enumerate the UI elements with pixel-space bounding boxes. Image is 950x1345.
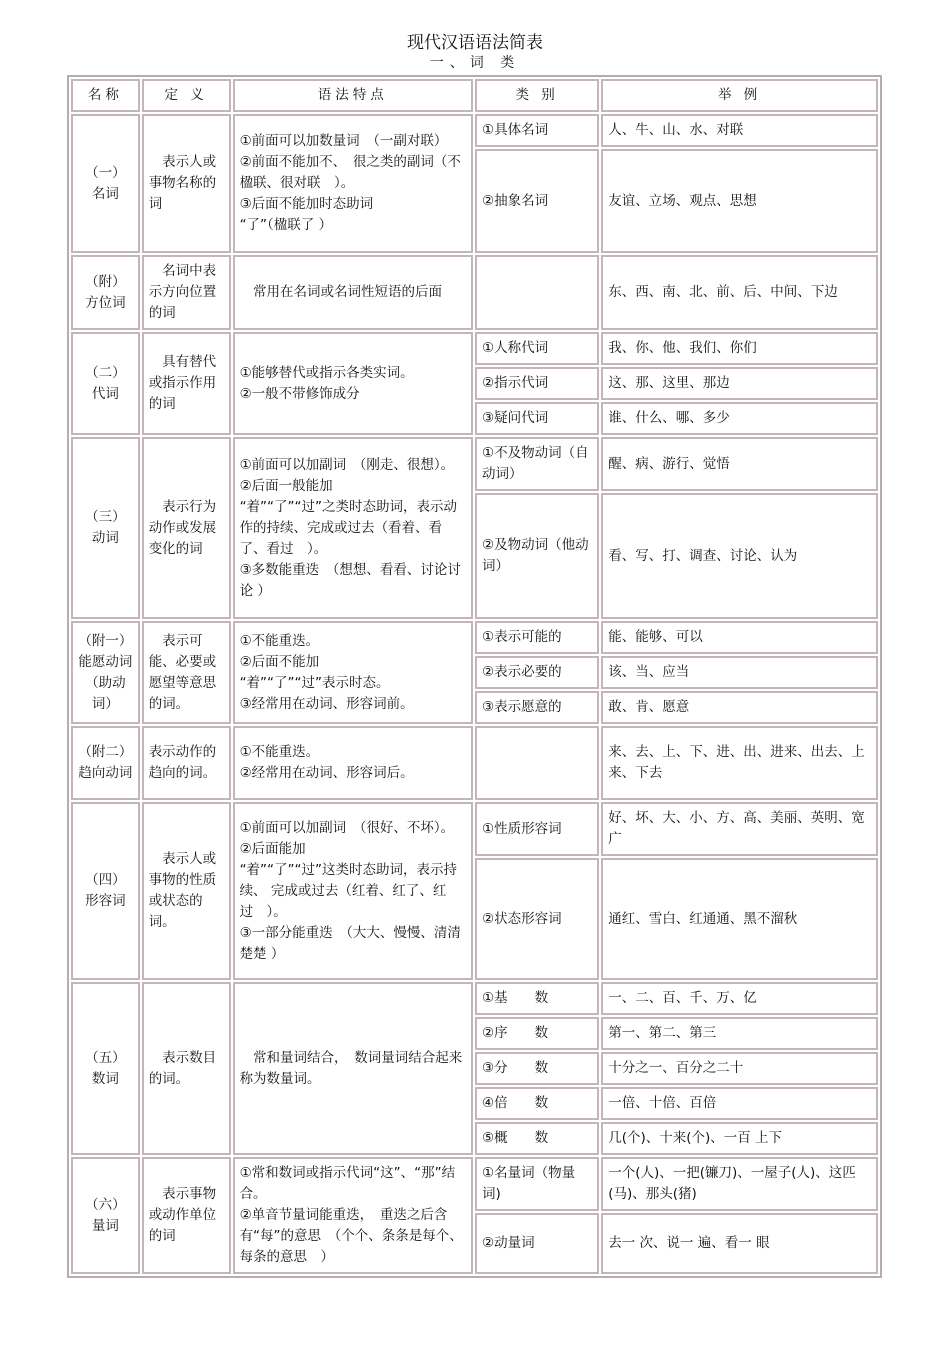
row-features-adjective: ①前面可以加副词 （很好、不坏）。 ②后面能加 “着”“了”“过”这类时态助词，表示持续、 完成或过去（红着、红了、红过 ）。 ③一部分能重迭 （大大、慢慢、清清楚楚 ） xyxy=(233,802,473,980)
category-cell xyxy=(475,255,599,330)
table-row xyxy=(71,621,878,654)
category-cell: ③分 数 xyxy=(475,1052,599,1085)
example-cell: 东、西、南、北、前、后、中间、下边 xyxy=(601,255,878,330)
row-name-noun: （一） 名词 xyxy=(71,114,140,253)
example-cell: 来、去、上、下、进、出、进来、出去、上来、下去 xyxy=(601,726,878,800)
grammar-table xyxy=(67,75,882,1278)
table-row xyxy=(71,332,878,365)
example-cell: 去一 次、说一 遍、看一 眼 xyxy=(601,1213,878,1274)
row-name-locative: （附） 方位词 xyxy=(71,255,140,330)
example-cell: 友谊、立场、观点、思想 xyxy=(601,149,878,253)
category-cell: ①基 数 xyxy=(475,982,599,1015)
row-definition-modal: 表示可能、必要或愿望等意思的词。 xyxy=(142,621,231,724)
category-cell: ②及物动词（他动词） xyxy=(475,493,599,619)
row-features-pronoun: ①能够替代或指示各类实词。 ②一般不带修饰成分 xyxy=(233,332,473,435)
example-cell: 谁、什么、哪、多少 xyxy=(601,402,878,435)
row-definition-pronoun: 具有替代或指示作用的词 xyxy=(142,332,231,435)
example-cell: 人、牛、山、水、对联 xyxy=(601,114,878,147)
table-row xyxy=(71,726,878,800)
example-cell: 能、能够、可以 xyxy=(601,621,878,654)
table-row xyxy=(71,982,878,1015)
header-definition: 定 义 xyxy=(142,79,231,112)
row-name-adjective: （四） 形容词 xyxy=(71,802,140,980)
row-features-modal: ①不能重迭。 ②后面不能加 “着”“了”“过”表示时态。 ③经常用在动词、形容词前。 xyxy=(233,621,473,724)
row-features-verb: ①前面可以加副词 （刚走、很想）。 ②后面一般能加 “着”“了”“过”之类时态助词，表示动作的持续、完成或过去（看着、看了、看过 ）。 ③多数能重迭 （想想、看看、讨论讨论 ） xyxy=(233,437,473,619)
row-name-verb: （三） 动词 xyxy=(71,437,140,619)
row-features-classifier: ①常和数词或指示代词“这”、“那”结合。 ②单音节量词能重迭， 重迭之后含有“每”的意思 （个个、条条是每个、每条的意思 ） xyxy=(233,1157,473,1274)
header-example: 举 例 xyxy=(601,79,878,112)
example-cell: 一个(人)、一把(镰刀)、一屋子(人)、这匹(马)、那头(猪) xyxy=(601,1157,878,1211)
category-cell: ②表示必要的 xyxy=(475,656,599,689)
example-cell: 这、那、这里、那边 xyxy=(601,367,878,400)
category-cell: ②抽象名词 xyxy=(475,149,599,253)
example-cell: 十分之一、百分之二十 xyxy=(601,1052,878,1085)
category-cell: ①不及物动词（自动词） xyxy=(475,437,599,491)
page-title: 现代汉语语法简表 xyxy=(407,33,543,53)
header-row xyxy=(71,79,878,112)
example-cell: 通红、雪白、红通通、黑不溜秋 xyxy=(601,858,878,980)
example-cell: 我、你、他、我们、你们 xyxy=(601,332,878,365)
example-cell: 一、二、百、千、万、亿 xyxy=(601,982,878,1015)
table-row xyxy=(71,802,878,856)
example-cell: 一倍、十倍、百倍 xyxy=(601,1087,878,1120)
example-cell: 第一、第二、第三 xyxy=(601,1017,878,1050)
row-features-noun: ①前面可以加数量词 （一副对联） ②前面不能加不、 很之类的副词（不楹联、很对联 ）。 ③后面不能加时态助词 “了”（楹联了 ） xyxy=(233,114,473,253)
category-cell: ①名量词（物量词) xyxy=(475,1157,599,1211)
category-cell: ①人称代词 xyxy=(475,332,599,365)
row-definition-numeral: 表示数目的词。 xyxy=(142,982,231,1155)
example-cell: 几(个)、十来(个)、一百 上下 xyxy=(601,1122,878,1155)
row-name-directional: （附二） 趋向动词 xyxy=(71,726,140,800)
header-category: 类 别 xyxy=(475,79,599,112)
table-row xyxy=(71,1157,878,1211)
row-features-locative: 常用在名词或名词性短语的后面 xyxy=(233,255,473,330)
example-cell: 醒、病、游行、觉悟 xyxy=(601,437,878,491)
page-subtitle: 一、词 类 xyxy=(429,55,521,71)
row-name-pronoun: （二） 代词 xyxy=(71,332,140,435)
row-name-numeral: （五） 数词 xyxy=(71,982,140,1155)
row-name-classifier: （六） 量词 xyxy=(71,1157,140,1274)
table-row xyxy=(71,114,878,147)
category-cell: ⑤概 数 xyxy=(475,1122,599,1155)
row-definition-noun: 表示人或事物名称的词 xyxy=(142,114,231,253)
table-row xyxy=(71,437,878,491)
example-cell: 好、坏、大、小、方、高、美丽、英明、宽广 xyxy=(601,802,878,856)
category-cell xyxy=(475,726,599,800)
row-definition-locative: 名词中表示方向位置的词 xyxy=(142,255,231,330)
category-cell: ②状态形容词 xyxy=(475,858,599,980)
category-cell: ④倍 数 xyxy=(475,1087,599,1120)
row-definition-verb: 表示行为动作或发展变化的词 xyxy=(142,437,231,619)
row-definition-adjective: 表示人或事物的性质或状态的词。 xyxy=(142,802,231,980)
category-cell: ③疑问代词 xyxy=(475,402,599,435)
category-cell: ③表示愿意的 xyxy=(475,691,599,724)
example-cell: 敢、肯、愿意 xyxy=(601,691,878,724)
category-cell: ②指示代词 xyxy=(475,367,599,400)
row-definition-classifier: 表示事物或动作单位的词 xyxy=(142,1157,231,1274)
header-features: 语法特点 xyxy=(233,79,473,112)
table-row xyxy=(71,255,878,330)
example-cell: 看、写、打、调查、讨论、认为 xyxy=(601,493,878,619)
row-name-modal: （附一） 能愿动词 （助动词） xyxy=(71,621,140,724)
category-cell: ①表示可能的 xyxy=(475,621,599,654)
row-features-directional: ①不能重迭。 ②经常用在动词、形容词后。 xyxy=(233,726,473,800)
category-cell: ①具体名词 xyxy=(475,114,599,147)
example-cell: 该、当、应当 xyxy=(601,656,878,689)
category-cell: ②动量词 xyxy=(475,1213,599,1274)
category-cell: ①性质形容词 xyxy=(475,802,599,856)
category-cell: ②序 数 xyxy=(475,1017,599,1050)
row-features-numeral: 常和量词结合， 数词量词结合起来称为数量词。 xyxy=(233,982,473,1155)
header-name: 名称 xyxy=(71,79,140,112)
row-definition-directional: 表示动作的趋向的词。 xyxy=(142,726,231,800)
